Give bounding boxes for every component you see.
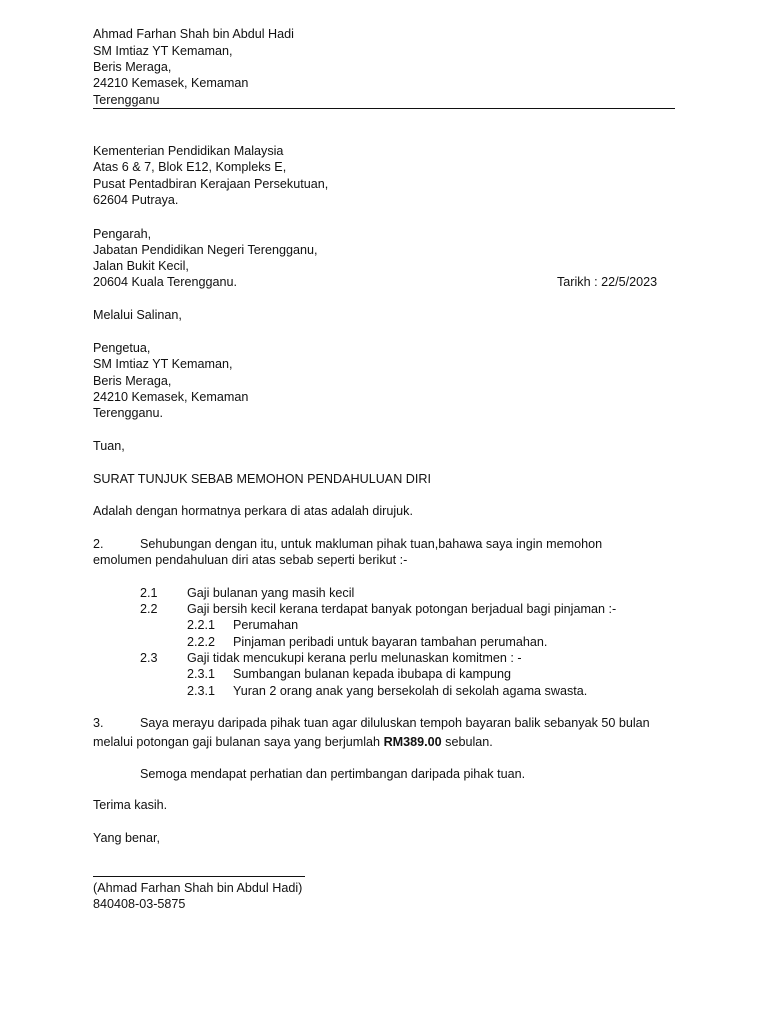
para3-line1: Saya merayu daripada pihak tuan agar diluluskan tempoh bayaran balik sebanyak 50 bulan: [140, 716, 650, 730]
recipient2-line4: 20604 Kuala Terengganu.: [93, 275, 238, 289]
para3-line2: [93, 734, 493, 750]
cc-line4: 24210 Kemasek, Kemaman: [93, 390, 249, 404]
item-2-2-number: 2.2: [140, 602, 158, 616]
cc-line1: Pengetua,: [93, 341, 151, 355]
closing: Yang benar,: [93, 831, 160, 845]
item-2-3-text: Gaji tidak mencukupi kerana perlu melunaskan komitmen : -: [187, 651, 522, 665]
subject: SURAT TUNJUK SEBAB MEMOHON PENDAHULUAN DIRI: [93, 472, 431, 486]
cc-line2: SM Imtiaz YT Kemaman,: [93, 357, 233, 371]
sender-name: Ahmad Farhan Shah bin Abdul Hadi: [93, 27, 294, 41]
para2-line1: Sehubungan dengan itu, untuk makluman pihak tuan,bahawa saya ingin memohon: [140, 537, 603, 551]
intro-paragraph: Adalah dengan hormatnya perkara di atas adalah dirujuk.: [93, 504, 413, 518]
sender-school: SM Imtiaz YT Kemaman,: [93, 44, 233, 58]
salutation: Tuan,: [93, 439, 125, 453]
letter-date: Tarikh : 22/5/2023: [557, 275, 658, 289]
repayment-amount: RM389.00: [383, 735, 442, 749]
para3-line2-end: sebulan.: [441, 735, 493, 749]
item-2-1-text: Gaji bulanan yang masih kecil: [187, 586, 355, 600]
item-2-3-1b-text: Yuran 2 orang anak yang bersekolah di sekolah agama swasta.: [233, 684, 588, 698]
sender-state: Terengganu: [93, 93, 160, 107]
item-2-3-1b-number: 2.3.1: [187, 684, 216, 698]
para3-number: 3.: [93, 716, 104, 730]
item-2-2-text: Gaji bersih kecil kerana terdapat banyak potongan berjadual bagi pinjaman :-: [187, 602, 617, 616]
item-2-1-number: 2.1: [140, 586, 158, 600]
sender-area: Beris Meraga,: [93, 60, 172, 74]
item-2-2-1-number: 2.2.1: [187, 618, 216, 632]
item-2-2-2-text: Pinjaman peribadi untuk bayaran tambahan perumahan.: [233, 635, 548, 649]
cc-line3: Beris Meraga,: [93, 374, 172, 388]
recipient1-line1: Kementerian Pendidikan Malaysia: [93, 144, 284, 158]
recipient1-line2: Atas 6 & 7, Blok E12, Kompleks E,: [93, 160, 287, 174]
recipient1-line3: Pusat Pentadbiran Kerajaan Persekutuan,: [93, 177, 329, 191]
header-divider: [93, 108, 675, 109]
item-2-3-number: 2.3: [140, 651, 158, 665]
recipient1-line4: 62604 Putraya.: [93, 193, 179, 207]
signature-name: (Ahmad Farhan Shah bin Abdul Hadi): [93, 881, 303, 895]
para3-line2-start: melalui potongan gaji bulanan saya yang berjumlah: [93, 735, 384, 749]
para2-line2: emolumen pendahuluan diri atas sebab seperti berikut :-: [93, 553, 408, 567]
recipient2-line3: Jalan Bukit Kecil,: [93, 259, 189, 273]
closing-hope: Semoga mendapat perhatian dan pertimbangan daripada pihak tuan.: [140, 767, 526, 781]
recipient2-line2: Jabatan Pendidikan Negeri Terengganu,: [93, 243, 318, 257]
item-2-2-1-text: Perumahan: [233, 618, 299, 632]
signature-line: [93, 876, 305, 877]
item-2-3-1-text: Sumbangan bulanan kepada ibubapa di kampung: [233, 667, 511, 681]
signature-ic: 840408-03-5875: [93, 897, 186, 911]
item-2-2-2-number: 2.2.2: [187, 635, 216, 649]
item-2-3-1-number: 2.3.1: [187, 667, 216, 681]
recipient2-line1: Pengarah,: [93, 227, 152, 241]
para2-number: 2.: [93, 537, 104, 551]
thanks: Terima kasih.: [93, 798, 168, 812]
cc-label: Melalui Salinan,: [93, 308, 182, 322]
cc-line5: Terengganu.: [93, 406, 164, 420]
sender-postcode: 24210 Kemasek, Kemaman: [93, 76, 249, 90]
